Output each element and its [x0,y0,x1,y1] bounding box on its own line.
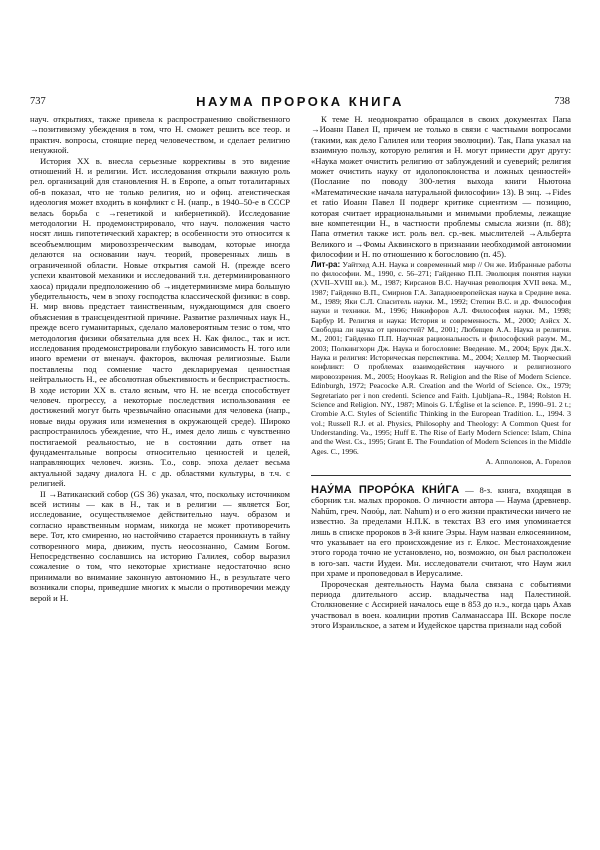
bibliography-label: Лит-ра: [311,259,341,269]
right-paragraph-1: К теме Н. неоднократно обращался в своих документах Папа →Иоанн Павел II, причем не только в связи с частными вопросами (такими, как дело Галилея или теория эволюции). Так, Папа указал на взаимную пользу, которую религия и Н. могут принести друг другу: «Наука может очистить религию от заблуждений и суеверий; религия может очистить науку от идолопоклонства и ложных ценностей» (Послание по поводу 300-летия выхода книги Ньютона «Математические начала натуральной философии» 13). В энц. →Fides et ratio Иоанн Павел II подверг критике сциентизм — позицию, которая считает иррациональными и мнимыми проблемы, лежащие вне компетенции Н., в частности проблемы смысла жизни (п. 88); Папа отметил также ист. роль вел. ср.-век. мыслителей →Альберта Великого и →Фомы Аквинского в признании необходимой автономии философии и Н. по отношению к богословию (п. 45). [311,114,571,260]
entry-lead-text: — 8-з. книга, входящая в сборник т.н. малых пророков. О личности автора — Наума (древневр. Nahūm, греч. Ναούμ, лат. Nahum) и о его жизни практически ничего не известно. За пределами Н.П.К. в текстах ВЗ его имя упоминается лишь в списке пророков в 3-й книге Эзры. Наум назван елкосеянином, что указывает на его происхождение из г. Елкос. Местонахождение этого города точно не установлено, но, возможно, он был расположен в юго-зап. части Иудеи. Мн. исследователи считают, что Наум жил при храме и проповедовал в Иерусалиме. [311,484,572,579]
page-header [30,96,570,112]
article-authors: А. Апполонов, А. Горелов [485,456,571,466]
bibliography-text: Уайтхед А.Н. Наука и современный мир // Он же. Избранные работы по философии. М., 1990, с. 56–271; Гайденко П.П. Эволюция понятия науки (XVII–XVIII вв.). М., 1987; Кирсанов В.С. Научная революция XVII века. М., 1987; Гайденко В.П., Смирнов Г.А. Западноевропейская наука в Средние века. М., 1989; Яки С.Л. Спаситель науки. М., 1992; Степин В.С. и др. Философия науки и техники. М., 1996; Никифоров А.Л. Философия науки. М., 1998; Барбур И. Религия и наука: История и современность. М., 2000; Аэйсх Х. Свободна ли наука от ценностей? М., 2001; Любищев А.А. Наука и религия. М., 2001; Гайденко П.П. Научная рациональность и философский разум. М., 2003; Полкингхорн Дж. Наука и богословие: Введение. М., 2004; Брук Дж.Х. Наука и религия: Историческая перспектива. М., 2004; Хеллер М. Творческий конфликт: О проблемах взаимодействия научного и религиозного мировоззрения. М., 2005; Hooykaas R. Religion and the Rise of Modern Science. Edinburgh, 1972; Peacocke A.R. Creation and the World of Science. Oх., 1979; Segretariato per i non credenti. Science and Faith. Ljubljana–R., 1984; Rolston H. Science and Religion. NY., 1987; Minois G. L'Église et la science. P., 1990–91. 2 t.; Crombie A.C. Styles of Scientific Thinking in the European Tradition. L., 1994. 3 vol.; Russell R.J. et al. Physics, Philosophy and Theology: A Common Quest for Understanding. Va., 1995; Huff E. The Rise of Early Modern Science: Islam, China and the West. Cs., 1995; Grant E. The Foundation of Modern Sciences in the Middle Ages. C., 1996. [311,259,572,456]
left-paragraph-3: II →Ватиканский собор (GS 36) указал, что, поскольку источником всей истины — как в Н., так и в религии — является Бог, исследование, осуществляемое действительно науч. образом и согласно нравственным нормам, никогда не может противоречить вере. Тот, кто смиренно, но настойчиво старается проникнуть в тайну сотворенного мира, движим, пусть неосознанно, Самим Богом. Непосредственно сославшись на историю Галилея, собор выразил сожаление о том, что некоторые христиане недостаточно ясно принимали во внимание законную автономию Н., в результате чего возникали споры, приведшие многих к мысли о противоречии между верой и Н. [30,488,290,603]
left-column [30,114,290,603]
page-number-left: 737 [30,96,46,107]
left-paragraph-1: науч. открытиях, также привела к распространению свойственного →позитивизму убеждения в том, что Н. сможет решить все теор. и практич. вопросы, стоящие перед человечеством, и сделает религию ненужной. [30,114,290,156]
entry-title: НАУ́МА ПРОРО́КА КНИ́ГА [311,483,460,496]
bibliography [311,260,571,456]
entry-lead-paragraph [311,485,571,579]
running-title: НАУМА ПРОРОКА КНИГА [196,94,404,109]
right-column [311,114,571,631]
entry-paragraph-2: Пророческая деятельность Наума была связана с событиями периода длительного ассир. владычества над Палестиной. Столкновение с Ассирией началось еще в 853 до н.э., когда царь Ахав участвовал в воен. коалиции против Салманассара III. Вскоре после этого Израильское, а затем и Иудейское царства признали над собой [311,578,571,631]
page-number-right: 738 [554,96,570,107]
entry-divider [311,475,571,476]
left-paragraph-2: История XX в. внесла серьезные коррективы в это видение отношений Н. и религии. Ист. исследования открыли важную роль рел. организаций для становления Н. в Европе, а опыт тоталитарных об-в показал, что не только религия, но и офиц. атеистическая идеология может входить в конфликт с Н. (напр., в 1940–50-е в СССР велась борьба с →генетикой и кибернетикой). Исследование методологии Н. продемонстрировало, что науч. положения часто носят лишь гипотетический характер; в особенности это относится к всеобъемлющим мировоззренческим выводам, которые иногда делаются на основании науч. теорий, проверенных лишь в ограниченной области. Новые открытия самой Н. (прежде всего успехи квантовой механики и исследований т.н. детерминированного хаоса) придали предположению об →индетерминизме мира большую убедительность, чем в эпоху господства классической физики: в совр. Н. мир вновь предстает таинственным, нуждающимся для своего объяснения в трансцендентной причине. Развитие различных наук Н., прежде всего гуманитарных, сделало маловероятным тезис о том, что методология физики обязательна для всех Н. Как филос., так и ист. исследования продемонстрировали глубокую зависимость Н. того или иного времени от вненауч. факторов, включая религиозные. Были поставлены под сомнение часто декларируемая ценностная нейтральность Н., ее абсолютная объективность и беспристрастность. В ходе истории XX в. стало ясным, что Н. не всегда способствует человеч. прогрессу, а некоторые последствия использования ее достижений могут быть чрезвычайно опасными для человека (напр., новые виды оружия или изменения в окружающей среде). Широко распространилось убеждение, что Н., имея дело лишь с чувственно постигаемой реальностью, не в состоянии дать ответ на фундаментальные вопросы относительно ценностей и целей, направляющих человеч. жизнь. Т.о., совр. эпоха делает весьма актуальной задачу диалога Н. с др. областями культуры, в т.ч. с религией. [30,155,290,489]
